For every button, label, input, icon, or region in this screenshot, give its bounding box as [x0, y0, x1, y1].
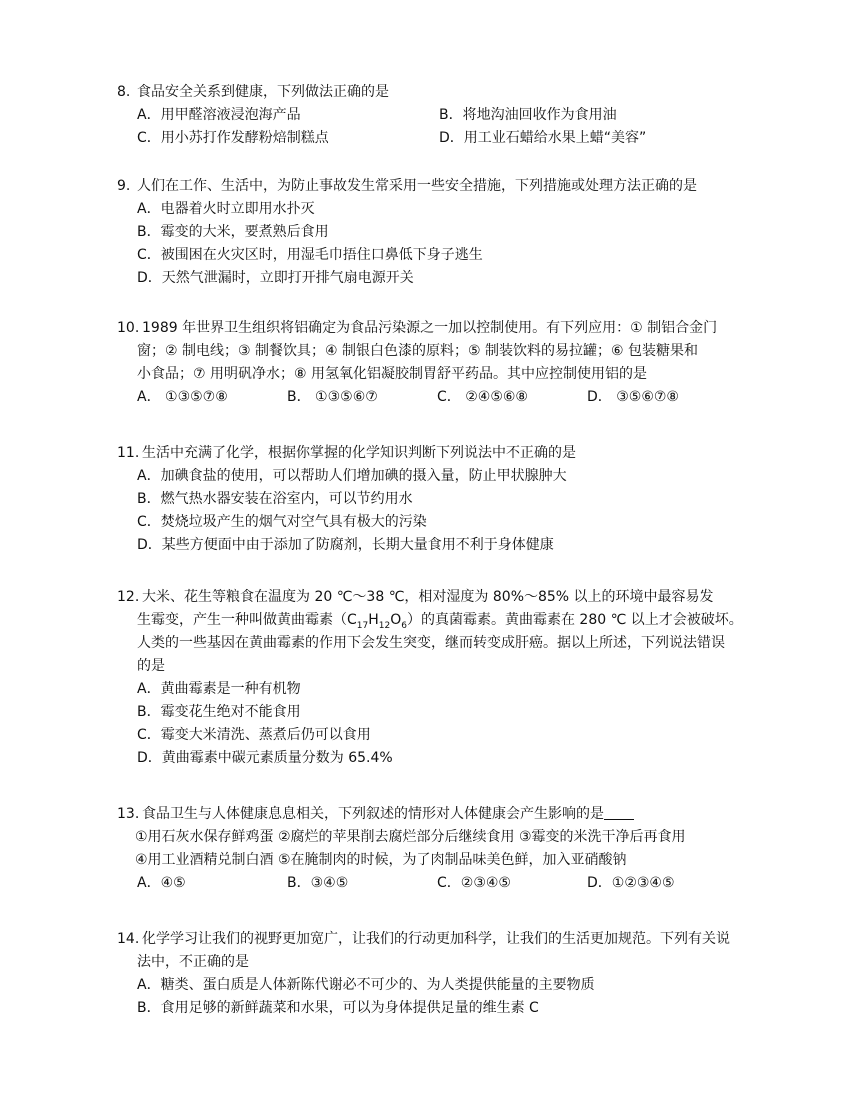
question-stem-continued: 生霉变，产生一种叫做黄曲霉素$(C_{17}H_{12}O_6)$的真菌霉素。黄曲霉素在 280 ℃ 以上才会被破坏。	[137, 612, 743, 631]
option-d[interactable]: D．黄曲霉素中碳元素质量分数为 65.4%	[137, 750, 393, 766]
question-12	[117, 586, 767, 770]
options-row	[117, 104, 767, 127]
option-d[interactable]: D． ③⑤⑥⑦⑧	[587, 389, 679, 405]
option-a[interactable]: A．黄曲霉素是一种有机物	[137, 681, 301, 697]
option-d[interactable]: D．①②③④⑤	[587, 875, 675, 891]
question-stem: 12. 大米、花生等粮食在温度为 20 ℃～38 ℃，相对湿度为 80%～85% 以上的环境中最容易发	[117, 586, 767, 609]
question-stem-continued: 的是	[137, 658, 165, 674]
answer-blank[interactable]	[604, 805, 634, 820]
option-a[interactable]: A．电器着火时立即用水扑灭	[137, 201, 315, 217]
option-d[interactable]: D．天然气泄漏时，立即打开排气扇电源开关	[137, 270, 414, 286]
question-stem: 13. 食品卫生与人体健康息息相关，下列叙述的情形对人体健康会产生影响的是	[117, 803, 767, 826]
option-a[interactable]: A．④⑤	[137, 875, 186, 891]
question-9	[117, 175, 767, 290]
question-8	[117, 81, 767, 150]
chemical-formula: $C_{17}H_{12}O_6$	[347, 612, 407, 631]
question-stem-continued: 人类的一些基因在黄曲霉素的作用下会发生突变，继而转变成肝癌。据以上所述，下列说法错误	[137, 635, 725, 651]
question-number: 13.	[117, 806, 140, 822]
question-stem-continued: 小食品；⑦ 用明矾净水；⑧ 用氢氧化铝凝胶制胃舒平药品。其中应控制使用铝的是	[137, 366, 647, 382]
question-number: 12.	[117, 589, 140, 605]
question-number: 11.	[117, 445, 140, 461]
option-a[interactable]: A．用甲醛溶液浸泡海产品	[137, 107, 301, 123]
option-b[interactable]: B．霉变的大米，要煮熟后食用	[137, 224, 329, 240]
option-d[interactable]: D．某些方便面中由于添加了防腐剂，长期大量食用不利于身体健康	[137, 537, 554, 553]
question-11	[117, 442, 767, 557]
statement-items: ①用石灰水保存鲜鸡蛋 ②腐烂的苹果削去腐烂部分后继续食用 ③霉变的米洗干净后再食用	[135, 829, 686, 845]
question-stem: 8. 食品安全关系到健康，下列做法正确的是	[117, 81, 767, 104]
question-number: 10.	[117, 320, 140, 336]
option-b[interactable]: B．③④⑤	[287, 875, 349, 891]
question-stem: 9. 人们在工作、生活中，为防止事故发生常采用一些安全措施，下列措施或处理方法正确的是	[117, 175, 767, 198]
question-number: 14.	[117, 931, 140, 947]
question-14	[117, 928, 767, 1020]
option-c[interactable]: C．霉变大米清洗、蒸煮后仍可以食用	[137, 727, 371, 743]
option-a[interactable]: A．加碘食盐的使用，可以帮助人们增加碘的摄入量，防止甲状腺肿大	[137, 468, 567, 484]
option-c[interactable]: C． ②④⑤⑥⑧	[437, 389, 528, 405]
options-row	[117, 872, 767, 895]
option-c[interactable]: C．②③④⑤	[437, 875, 511, 891]
question-stem-continued: 窗；② 制电线；③ 制餐饮具；④ 制银白色漆的原料；⑤ 制装饮料的易拉罐；⑥ 包装糖果和	[137, 343, 699, 359]
question-13	[117, 803, 767, 895]
question-number: 8.	[117, 84, 131, 100]
options-row	[117, 127, 767, 150]
option-c[interactable]: C．焚烧垃圾产生的烟气对空气具有极大的污染	[137, 514, 427, 530]
options-row	[117, 386, 767, 409]
question-stem: 14. 化学学习让我们的视野更加宽广，让我们的行动更加科学，让我们的生活更加规范。下列有关说	[117, 928, 767, 951]
question-stem: 11. 生活中充满了化学，根据你掌握的化学知识判断下列说法中不正确的是	[117, 442, 767, 465]
option-b[interactable]: B．燃气热水器安装在浴室内，可以节约用水	[137, 491, 413, 507]
question-stem-continued: 法中，不正确的是	[137, 954, 249, 970]
option-b[interactable]: B． ①③⑤⑥⑦	[287, 389, 378, 405]
option-b[interactable]: B．食用足够的新鲜蔬菜和水果，可以为身体提供足量的维生素 C	[137, 1000, 539, 1016]
question-number: 9.	[117, 178, 131, 194]
option-c[interactable]: C．用小苏打作发酵粉焙制糕点	[137, 130, 329, 146]
option-a[interactable]: A．糖类、蛋白质是人体新陈代谢必不可少的、为人类提供能量的主要物质	[137, 977, 595, 993]
option-b[interactable]: B．将地沟油回收作为食用油	[439, 107, 617, 123]
option-d[interactable]: D．用工业石蜡给水果上蜡“美容”	[439, 130, 647, 146]
question-10	[117, 317, 767, 409]
statement-items: ④用工业酒精兑制白酒 ⑤在腌制肉的时候，为了肉制品味美色鲜，加入亚硝酸钠	[135, 852, 627, 868]
question-stem: 10. 1989 年世界卫生组织将铝确定为食品污染源之一加以控制使用。有下列应用：① 制铝合金门	[117, 317, 767, 340]
option-b[interactable]: B．霉变花生绝对不能食用	[137, 704, 301, 720]
option-a[interactable]: A． ①③⑤⑦⑧	[137, 389, 228, 405]
option-c[interactable]: C．被围困在火灾区时，用湿毛巾捂住口鼻低下身子逃生	[137, 247, 483, 263]
